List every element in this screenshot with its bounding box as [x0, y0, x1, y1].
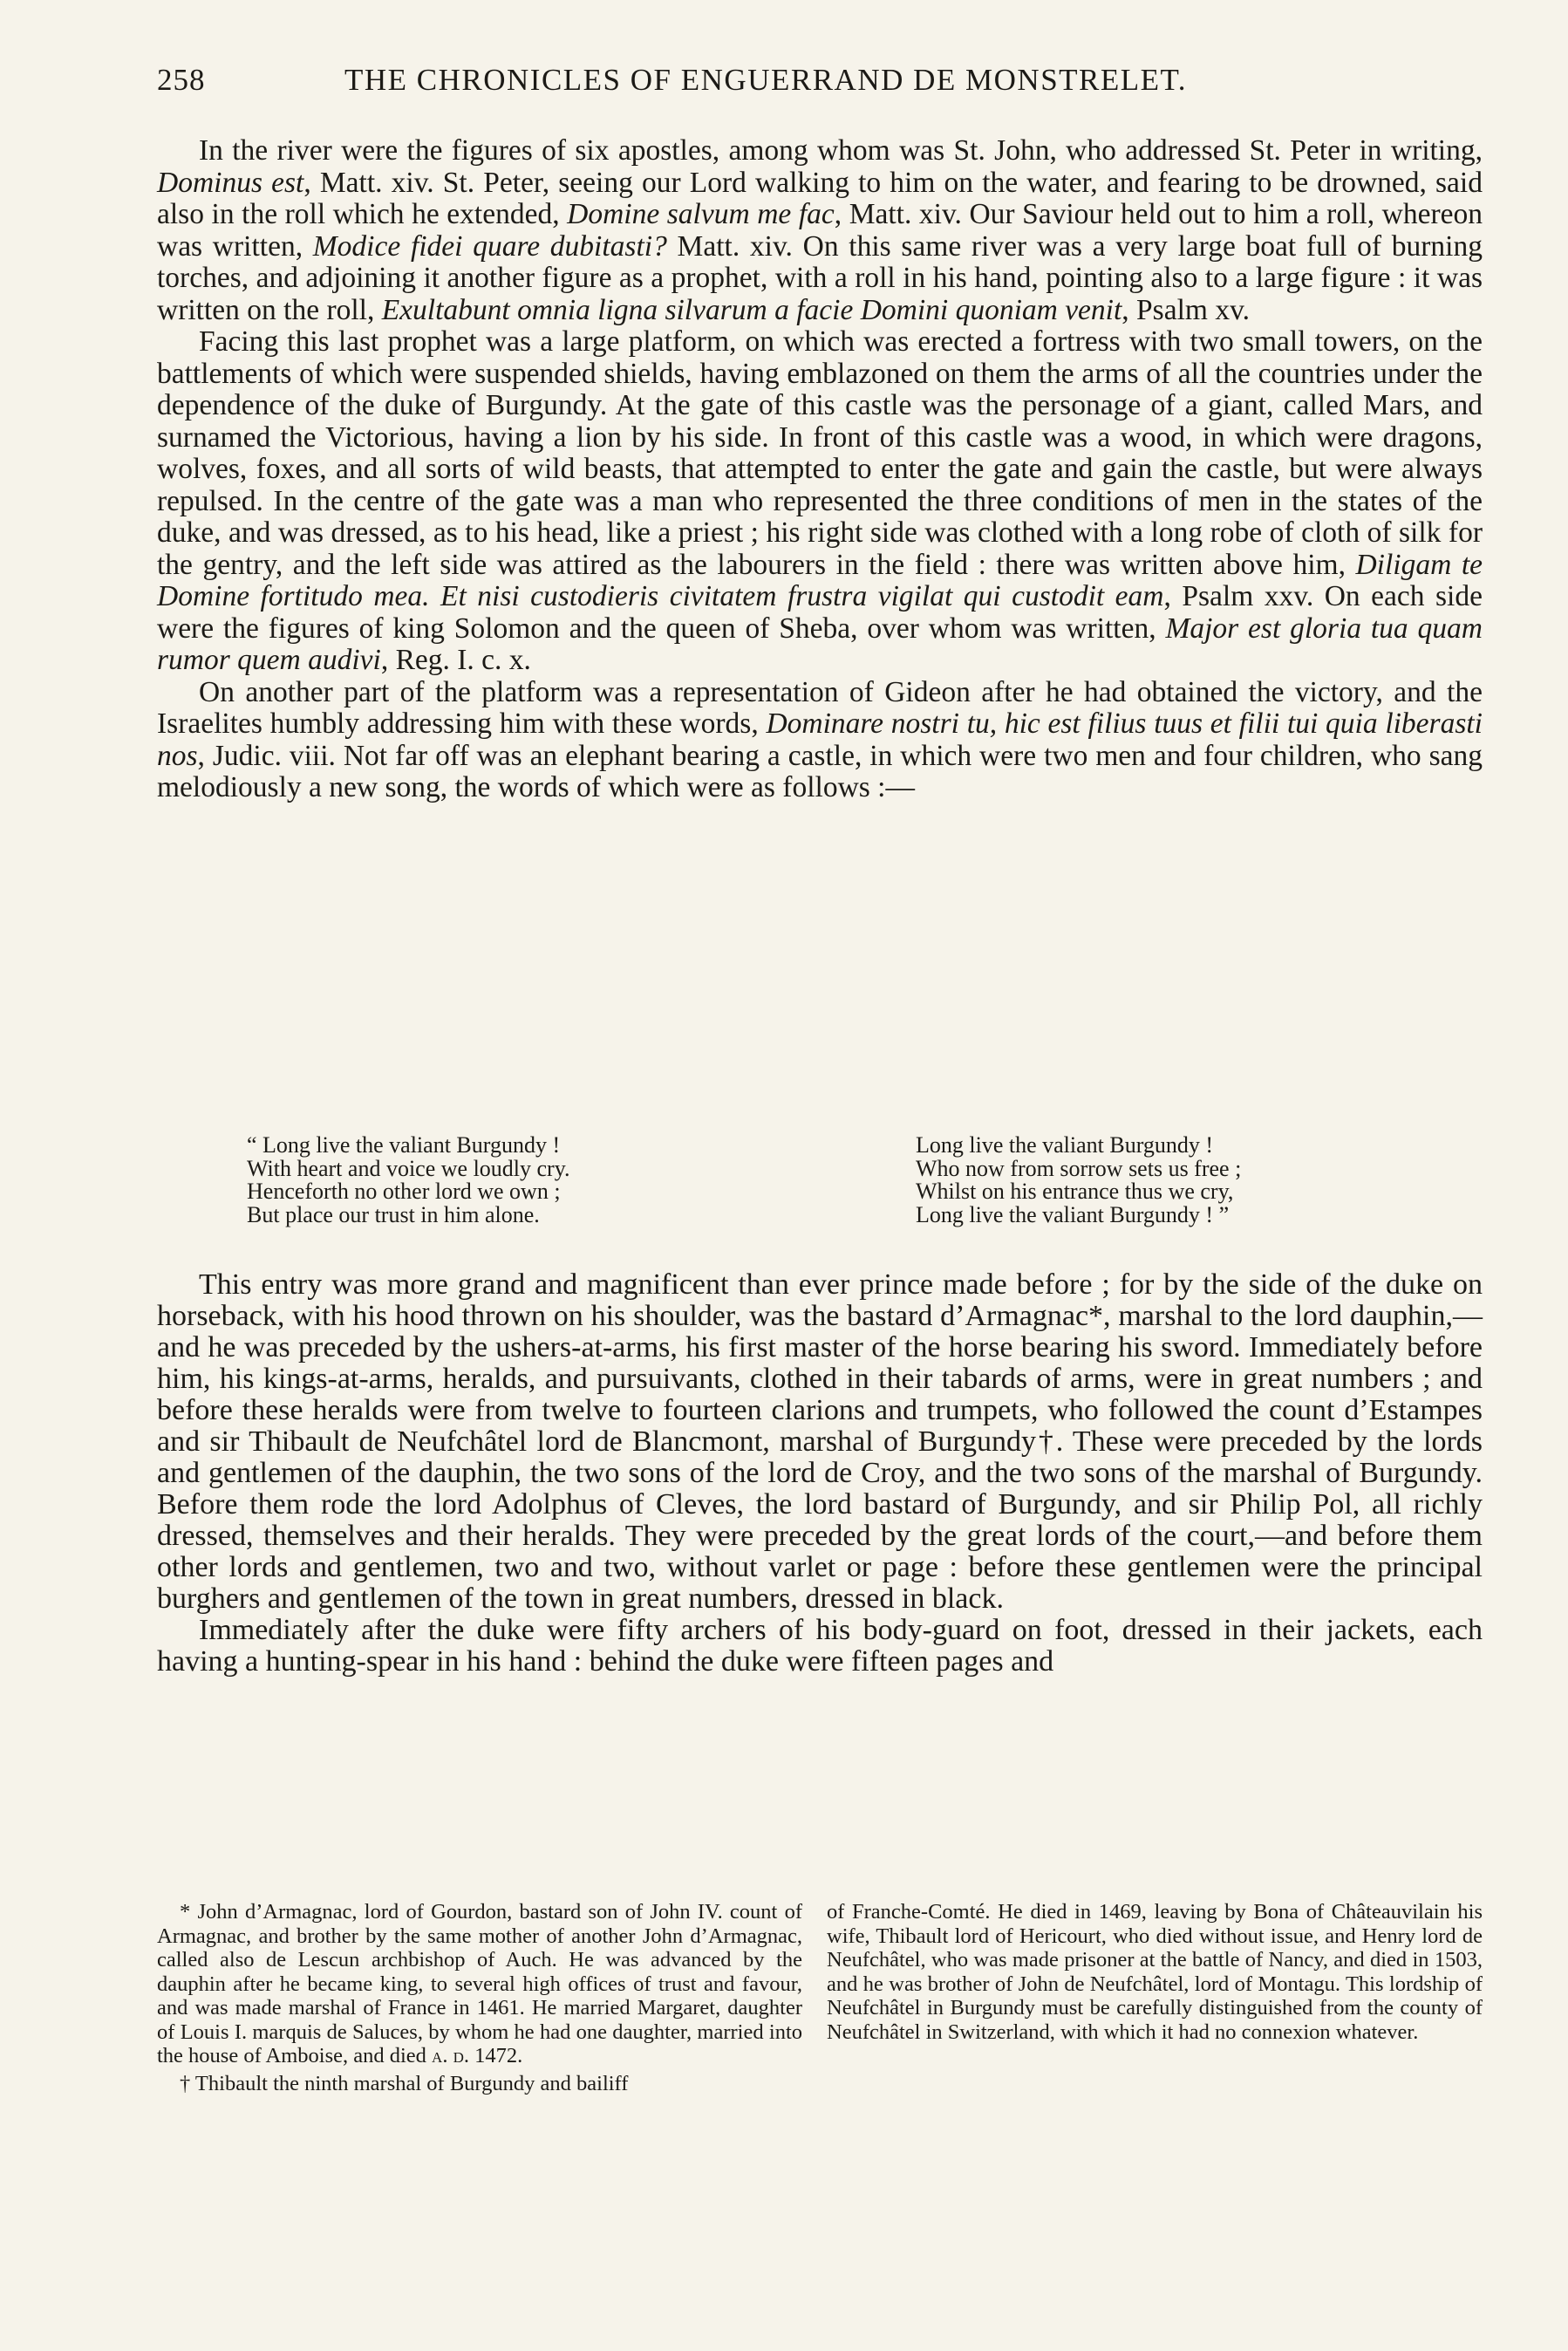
verse-line: “ Long live the valiant Burgundy ! — [247, 1132, 561, 1158]
verse-line: Whilst on his entrance thus we cry, — [916, 1179, 1234, 1204]
verse-line: But place our trust in him alone. — [247, 1201, 540, 1227]
footnote-thibault-continued: of Franche-Comté. He died in 1469, leaving by Bona of Châteauvilain his wife, Thibault lord of Hericourt, who died without issue, and Henry lord de Neufchâtel, who was made prisoner at the battle of Nancy, and died in 1503, and he was brother of John de Neufchâtel, lord of Montagu. This lordship of Neufchâtel in Burgundy must be carefully distinguished from the county of Neufchâtel in Switzerland, with which it had no connexion whatever. — [827, 1900, 1483, 2044]
page-header — [157, 63, 1483, 106]
verse-line: Long live the valiant Burgundy ! ” — [916, 1201, 1230, 1227]
song-verse-right — [916, 1134, 1241, 1227]
paragraph-2: Facing this last prophet was a large platform, on which was erected a fortress with two small towers, on the battlements of which were suspended shields, having emblazoned on them the arms of all the countries under the dependence of the duke of Burgundy. At the gate of this castle was the personage of a giant, called Mars, and surnamed the Victorious, having a lion by his side. In front of this castle was a wood, in which were dragons, wolves, foxes, and all sorts of wild beasts, that attempted to enter the gate and gain the castle, but were always repulsed. In the centre of the gate was a man who represented the three conditions of men in the states of the duke, and was dressed, as to his head, like a priest ; his right side was clothed with a long robe of cloth of silk for the gentry, and the left side was attired as the labourers in the field : there was written above him, Diligam te Domine fortitudo mea. Et nisi custodieris civitatem frustra vigilat qui custodit eam, Psalm xxv. On each side were the figures of king Solomon and the queen of Sheba, over whom was written, Major est gloria tua quam rumor quem audivi, Reg. I. c. x. — [157, 325, 1483, 676]
verse-line: Henceforth no other lord we own ; — [247, 1179, 561, 1204]
footnote-armagnac: * John d’Armagnac, lord of Gourdon, bastard son of John IV. count of Armagnac, and brother by the same mother of another John d’Armagnac, called also de Lescun archbishop of Auch. He was advanced by the dauphin after he became king, to several high offices of trust and favour, and was made marshal of France in 1461. He married Margaret, daughter of Louis I. marquis de Saluces, by whom he had one daughter, married into the house of Amboise, and died a. d. 1472. — [157, 1900, 802, 2067]
verse-line: Long live the valiant Burgundy ! — [916, 1132, 1214, 1158]
paragraph-3: On another part of the platform was a representation of Gideon after he had obtained the victory, and the Israelites humbly addressing him with these words, Dominare nostri tu, hic est filius tuus et filii tui quia liberasti nos, Judic. viii. Not far off was an elephant bearing a castle, in which were two men and four children, who sang melodiously a new song, the words of which were as follows :— — [157, 675, 1483, 803]
main-text-upper — [157, 135, 1483, 804]
verse-line: With heart and voice we loudly cry. — [247, 1155, 570, 1181]
paragraph-4: This entry was more grand and magnificent than ever prince made before ; for by the side of the duke on horseback, with his hood thrown on his shoulder, was the bastard d’Armagnac*, marshal to the lord dauphin,—and he was preceded by the ushers-at-arms, his first master of the horse bearing his sword. Immediately before him, his kings-at-arms, heralds, and pursuivants, clothed in their tabards of arms, were in great numbers ; and before these heralds were from twelve to fourteen clarions and trumpets, who followed the count d’Estampes and sir Thibault de Neufchâtel lord de Blancmont, marshal of Burgundy†. These were preceded by the lords and gentlemen of the dauphin, the two sons of the lord de Croy, and the two sons of the marshal of Burgundy. Before them rode the lord Adolphus of Cleves, the lord bastard of Burgundy, and sir Philip Pol, all richly dressed, themselves and their heralds. They were preceded by the great lords of the court,—and before them other lords and gentlemen, two and two, without varlet or page : before these gentlemen were the principal burghers and gentlemen of the town in great numbers, dressed in black. — [157, 1268, 1483, 1615]
paragraph-1: In the river were the figures of six apostles, among whom was St. John, who addressed St. Peter in writing, Dominus est, Matt. xiv. St. Peter, seeing our Lord walking to him on the water, and fearing to be drowned, said also in the roll which he extended, Domine salvum me fac, Matt. xiv. Our Saviour held out to him a roll, whereon was written, Modice fidei quare dubitasti? Matt. xiv. On this same river was a very large boat full of burning torches, and adjoining it another figure as a prophet, with a roll in his hand, pointing also to a large figure : it was written on the roll, Exultabunt omnia ligna silvarum a facie Domini quoniam venit, Psalm xv. — [157, 134, 1483, 326]
song-verse-left — [247, 1134, 570, 1227]
footnotes-right-column — [827, 1900, 1483, 2044]
running-title: THE CHRONICLES OF ENGUERRAND DE MONSTRELET. — [344, 63, 1188, 97]
footnote-thibault: † Thibault the ninth marshal of Burgundy and bailiff — [180, 2071, 629, 2095]
verse-line: Who now from sorrow sets us free ; — [916, 1155, 1242, 1181]
footnotes-left-column — [157, 1900, 802, 2095]
main-text-lower — [157, 1269, 1483, 1678]
paragraph-5: Immediately after the duke were fifty archers of his body-guard on foot, dressed in their jackets, each having a hunting-spear in his hand : behind the duke were fifteen pages and — [157, 1614, 1483, 1678]
page-number: 258 — [157, 63, 206, 97]
